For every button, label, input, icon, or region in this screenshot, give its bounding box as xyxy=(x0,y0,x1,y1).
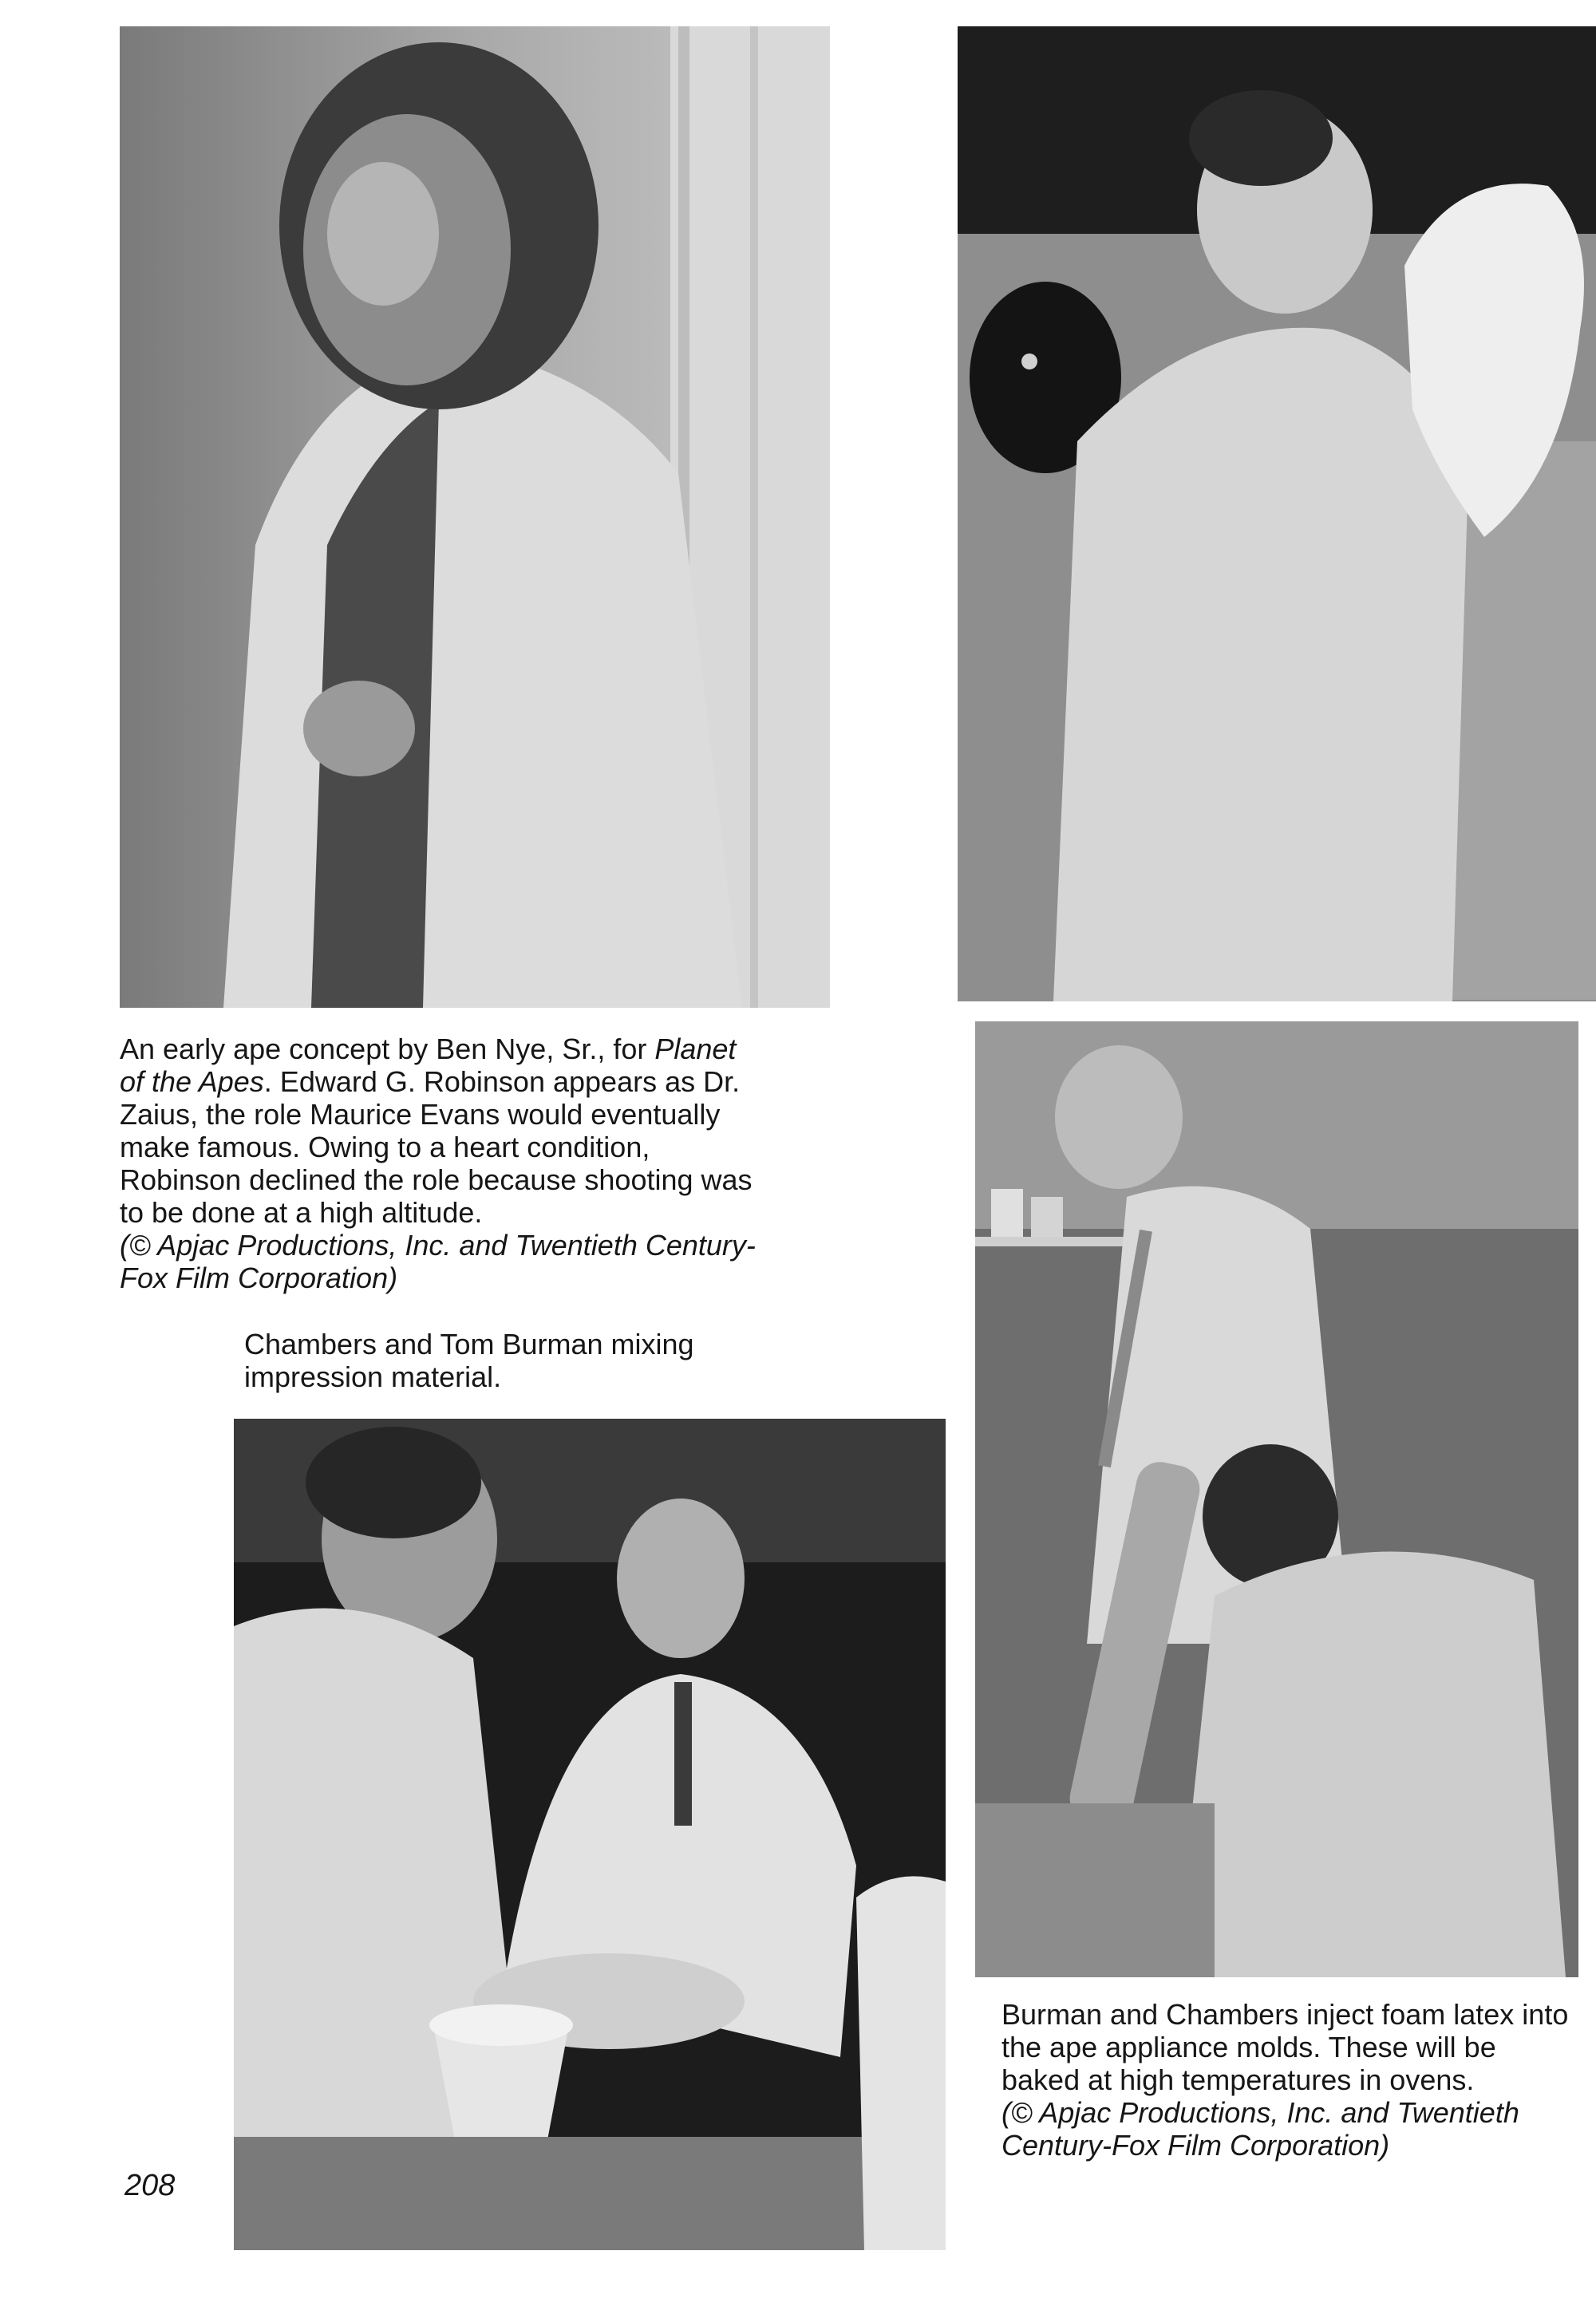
photo-credit xyxy=(120,1262,822,1294)
film-title: Planet xyxy=(654,1033,737,1065)
photo-credit-text: (© Apjac Productions, Inc. and Twentieth Century- xyxy=(120,1229,756,1262)
caption-text: . Edward G. Robinson appears as Dr. xyxy=(263,1065,741,1098)
foam-latex-caption xyxy=(1001,1998,1592,2162)
photo-credit-text: Century-Fox Film Corporation) xyxy=(1001,2129,1390,2162)
mixing-photo xyxy=(234,1419,946,2250)
mixing-caption xyxy=(244,1328,883,1393)
ape-concept-photo xyxy=(120,26,830,1008)
caption-line: the ape appliance molds. These will be xyxy=(1001,2031,1496,2063)
photo-credit-text: Fox Film Corporation) xyxy=(120,1262,398,1294)
caption-line: Chambers and Tom Burman mixing xyxy=(244,1328,694,1360)
caption-line: make famous. Owing to a heart condition, xyxy=(120,1131,650,1163)
caption-line: impression material. xyxy=(244,1360,502,1393)
caption-text: An early ape concept by Ben Nye, Sr., for xyxy=(120,1033,655,1065)
film-title: of the Apes xyxy=(120,1065,264,1098)
caption-line: Burman and Chambers inject foam latex into xyxy=(1001,1998,1569,2031)
caption-line: Robinson declined the role because shooting was xyxy=(120,1163,753,1196)
caption-line xyxy=(120,1065,822,1098)
caption-line xyxy=(120,1033,822,1065)
photo-credit-text: (© Apjac Productions, Inc. and Twentieth xyxy=(1001,2096,1519,2129)
page-number: 208 xyxy=(124,2169,176,2202)
mask-form-photo xyxy=(958,26,1596,1001)
caption-line: baked at high temperatures in ovens. xyxy=(1001,2063,1475,2096)
caption-line: Zaius, the role Maurice Evans would eventually xyxy=(120,1098,721,1131)
ape-concept-caption xyxy=(120,1033,822,1294)
photo-credit xyxy=(1001,2096,1592,2129)
foam-latex-photo xyxy=(975,1021,1578,1977)
photo-credit xyxy=(1001,2129,1592,2162)
caption-line: to be done at a high altitude. xyxy=(120,1196,483,1229)
photo-credit xyxy=(120,1229,822,1262)
